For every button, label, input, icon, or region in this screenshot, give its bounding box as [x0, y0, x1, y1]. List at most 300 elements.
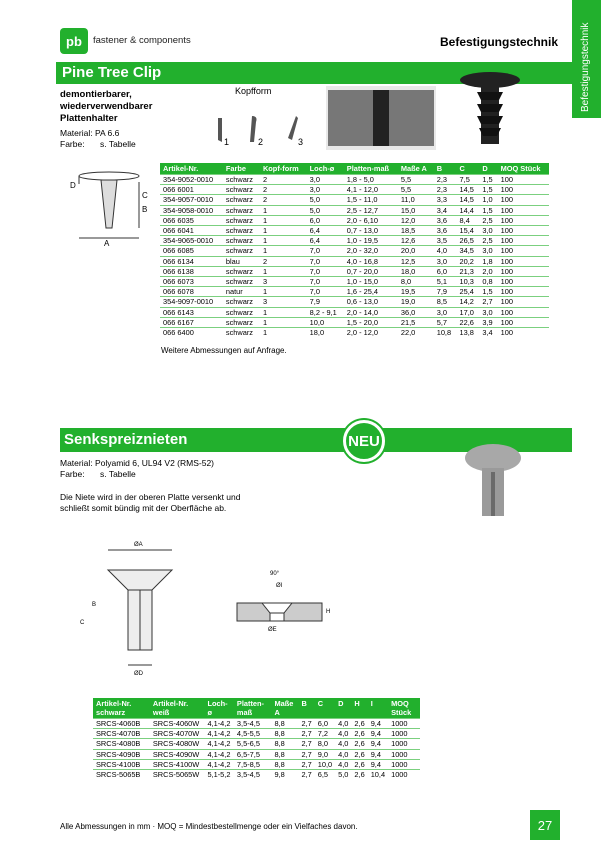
table-cell: 18,5: [398, 226, 434, 236]
table-cell: 8,0: [315, 739, 335, 749]
column-header: H: [351, 698, 367, 719]
column-header: Artikel-Nr. schwarz: [93, 698, 150, 719]
table-cell: 2,3: [434, 185, 457, 195]
color-value: s. Tabelle: [100, 139, 136, 149]
table-note: Weitere Abmessungen auf Anfrage.: [161, 346, 287, 355]
table-cell: 5,1-5,2: [204, 770, 233, 780]
table-row: [160, 317, 549, 327]
table-cell: 6,5-7,5: [234, 749, 272, 759]
table-cell: 1: [260, 328, 307, 338]
table-cell: 8,0: [398, 277, 434, 287]
table-cell: schwarz: [223, 215, 260, 225]
table-cell: 2,5: [479, 215, 497, 225]
table-cell: schwarz: [223, 297, 260, 307]
product-description: [60, 89, 152, 125]
table-cell: 100: [498, 277, 549, 287]
table-cell: SRCS-4100W: [150, 759, 205, 769]
table-cell: 1: [260, 266, 307, 276]
table-cell: 9,4: [368, 739, 388, 749]
table-cell: 2,6: [351, 729, 367, 739]
table-cell: 4,1-4,2: [204, 729, 233, 739]
column-header: MOQ Stück: [498, 163, 549, 175]
table-cell: schwarz: [223, 226, 260, 236]
table-cell: 066 6078: [160, 287, 223, 297]
table-cell: 8,5: [434, 297, 457, 307]
table-cell: 066 6073: [160, 277, 223, 287]
column-header: D: [479, 163, 497, 175]
table-cell: schwarz: [223, 266, 260, 276]
table-cell: 9,8: [271, 770, 298, 780]
table-cell: 7,5: [457, 175, 480, 185]
table-cell: schwarz: [223, 175, 260, 185]
column-header: Platten-maß: [344, 163, 398, 175]
table-row: [93, 729, 420, 739]
table-row: [160, 185, 549, 195]
table-cell: 3: [260, 297, 307, 307]
table-cell: 2,5: [479, 236, 497, 246]
table-cell: 1: [260, 307, 307, 317]
table-cell: 4,0: [434, 246, 457, 256]
table-cell: 1: [260, 236, 307, 246]
table-cell: 2,0 - 32,0: [344, 246, 398, 256]
table-cell: 354-9097-0010: [160, 297, 223, 307]
table-cell: 12,5: [398, 256, 434, 266]
table-cell: SRCS-4070B: [93, 729, 150, 739]
table-cell: blau: [223, 256, 260, 266]
table-cell: 21,5: [398, 317, 434, 327]
pine-tree-clip-drawing: [64, 168, 154, 248]
table-cell: 2,0: [479, 266, 497, 276]
dim-label: ØI: [276, 583, 283, 589]
table-cell: 3,0: [479, 307, 497, 317]
table-cell: 2,6: [351, 739, 367, 749]
table-cell: 100: [498, 297, 549, 307]
table-row: [160, 307, 549, 317]
table-cell: 3,9: [479, 317, 497, 327]
table-row: [93, 770, 420, 780]
table-cell: 1: [260, 226, 307, 236]
table-cell: SRCS-5065B: [93, 770, 150, 780]
table-cell: 066 6400: [160, 328, 223, 338]
table-cell: 1000: [388, 719, 420, 729]
table-cell: SRCS-4080W: [150, 739, 205, 749]
table-row: [160, 226, 549, 236]
table-cell: 2,0 - 12,0: [344, 328, 398, 338]
desc-line: demontierbarer,: [60, 89, 132, 100]
table-cell: 1,5 - 20,0: [344, 317, 398, 327]
table-cell: 19,5: [398, 287, 434, 297]
table-cell: 14,5: [457, 195, 480, 205]
page-number: 27: [530, 810, 560, 840]
table-cell: 2,7: [298, 739, 314, 749]
table-cell: 4,1-4,2: [204, 759, 233, 769]
table-cell: 1,6 - 25,4: [344, 287, 398, 297]
table-cell: 1,5: [479, 287, 497, 297]
table-cell: 0,7 - 13,0: [344, 226, 398, 236]
table-cell: 066 6085: [160, 246, 223, 256]
table-cell: 7,0: [307, 266, 344, 276]
logo: pb: [60, 28, 88, 54]
table-row: [160, 256, 549, 266]
table-cell: 3,6: [434, 226, 457, 236]
table-cell: 6,0: [315, 719, 335, 729]
table-cell: 066 6035: [160, 215, 223, 225]
dim-label: C: [80, 620, 85, 626]
table-cell: schwarz: [223, 185, 260, 195]
description-line: schließt somit bündig mit der Oberfläche ab.: [60, 503, 227, 513]
table-cell: 10,3: [457, 277, 480, 287]
table-cell: 1000: [388, 739, 420, 749]
dim-label: C: [142, 191, 148, 200]
color-label: Farbe:: [60, 139, 85, 149]
table-cell: 21,3: [457, 266, 480, 276]
table-cell: SRCS-4100B: [93, 759, 150, 769]
table-cell: 6,0: [307, 215, 344, 225]
table-cell: 6,0: [434, 266, 457, 276]
table-cell: 100: [498, 205, 549, 215]
table-cell: 10,0: [307, 317, 344, 327]
table-cell: 3,4: [479, 328, 497, 338]
table-cell: 22,6: [457, 317, 480, 327]
table-cell: SRCS-4070W: [150, 729, 205, 739]
table-cell: 4,0: [335, 759, 351, 769]
table-cell: 14,4: [457, 205, 480, 215]
table-cell: 100: [498, 236, 549, 246]
table-cell: 2,7: [479, 297, 497, 307]
table-cell: 066 6143: [160, 307, 223, 317]
table-cell: 0,8: [479, 277, 497, 287]
table-cell: 8,8: [271, 729, 298, 739]
table-cell: 20,0: [398, 246, 434, 256]
table-row: [160, 236, 549, 246]
dim-label: B: [92, 602, 97, 608]
column-header: Artikel-Nr. weiß: [150, 698, 205, 719]
rivet-table: [93, 698, 420, 779]
table-cell: 1,8 - 5,0: [344, 175, 398, 185]
table-cell: 1: [260, 287, 307, 297]
table-cell: 1: [260, 205, 307, 215]
table-cell: 3,0: [479, 226, 497, 236]
table-cell: 2,7: [298, 719, 314, 729]
table-cell: SRCS-4080B: [93, 739, 150, 749]
table-row: [160, 175, 549, 185]
table-cell: 3,5-4,5: [234, 770, 272, 780]
table-cell: 13,8: [457, 328, 480, 338]
brand-name: fastener & components: [93, 35, 191, 46]
category-title: Befestigungstechnik: [440, 35, 559, 49]
table-cell: 3,0: [307, 175, 344, 185]
dim-label: B: [142, 205, 148, 214]
table-cell: 1000: [388, 729, 420, 739]
table-cell: 9,4: [368, 749, 388, 759]
table-cell: 354-9065-0010: [160, 236, 223, 246]
table-cell: 19,0: [398, 297, 434, 307]
table-row: [160, 297, 549, 307]
table-cell: 3,4: [434, 205, 457, 215]
table-cell: 0,6 - 13,0: [344, 297, 398, 307]
table-cell: 2,6: [351, 770, 367, 780]
table-cell: 3,0: [479, 246, 497, 256]
table-row: [93, 739, 420, 749]
table-cell: 4,0: [335, 719, 351, 729]
table-cell: 066 6167: [160, 317, 223, 327]
column-header: MOQ Stück: [388, 698, 420, 719]
table-cell: 2,6: [351, 749, 367, 759]
rivet-photo: [458, 438, 528, 526]
table-cell: 4,0: [335, 749, 351, 759]
column-header: D: [335, 698, 351, 719]
table-cell: 100: [498, 215, 549, 225]
table-cell: 5,5: [398, 175, 434, 185]
table-cell: 5,0: [307, 195, 344, 205]
table-cell: 5,1: [434, 277, 457, 287]
column-header: C: [315, 698, 335, 719]
table-cell: 7,0: [307, 277, 344, 287]
table-cell: 066 6001: [160, 185, 223, 195]
table-row: [160, 246, 549, 256]
table-row: [93, 759, 420, 769]
table-cell: schwarz: [223, 195, 260, 205]
column-header: Kopf-form: [260, 163, 307, 175]
column-header: Platten-maß: [234, 698, 272, 719]
table-cell: 9,4: [368, 759, 388, 769]
column-header: Artikel-Nr.: [160, 163, 223, 175]
table-cell: 3: [260, 277, 307, 287]
table-cell: 6,4: [307, 226, 344, 236]
material-line: Material: PA 6.6: [60, 128, 120, 138]
table-cell: 9,4: [368, 729, 388, 739]
table-cell: 2: [260, 175, 307, 185]
table-row: [160, 277, 549, 287]
table-cell: 3,3: [434, 195, 457, 205]
table-cell: schwarz: [223, 246, 260, 256]
table-cell: 100: [498, 175, 549, 185]
table-cell: 22,0: [398, 328, 434, 338]
table-cell: 1,5: [479, 185, 497, 195]
table-cell: 1,5: [479, 205, 497, 215]
table-cell: 9,0: [315, 749, 335, 759]
table-cell: 100: [498, 226, 549, 236]
table-cell: 2,3: [434, 175, 457, 185]
material-line: Material: Polyamid 6, UL94 V2 (RMS-52): [60, 458, 215, 468]
column-header: B: [298, 698, 314, 719]
table-cell: 14,2: [457, 297, 480, 307]
table-cell: 7,0: [307, 287, 344, 297]
table-cell: 4,1 - 12,0: [344, 185, 398, 195]
table-cell: 15,4: [457, 226, 480, 236]
table-cell: 1: [260, 317, 307, 327]
table-cell: 5,5-6,5: [234, 739, 272, 749]
table-row: [160, 195, 549, 205]
table-cell: 4,0: [335, 739, 351, 749]
table-cell: 1: [260, 246, 307, 256]
table-row: [160, 215, 549, 225]
table-cell: 9,4: [368, 719, 388, 729]
table-cell: 14,5: [457, 185, 480, 195]
table-cell: schwarz: [223, 307, 260, 317]
new-badge: NEU: [343, 420, 385, 462]
column-header: Loch-ø: [204, 698, 233, 719]
table-cell: 1,8: [479, 256, 497, 266]
table-cell: 3,0: [307, 185, 344, 195]
table-cell: 2: [260, 256, 307, 266]
pine-tree-clip-photo: [455, 70, 525, 152]
table-cell: 1,5 - 11,0: [344, 195, 398, 205]
table-cell: 36,0: [398, 307, 434, 317]
table-cell: 066 6138: [160, 266, 223, 276]
table-cell: 7,9: [434, 287, 457, 297]
table-cell: 4,0: [335, 729, 351, 739]
table-cell: SRCS-4060W: [150, 719, 205, 729]
table-cell: 2,6: [351, 719, 367, 729]
table-cell: 2,5 - 12,7: [344, 205, 398, 215]
table-cell: 2,0 - 14,0: [344, 307, 398, 317]
table-cell: 3,0: [434, 307, 457, 317]
table-cell: 7,9: [307, 297, 344, 307]
table-cell: 1,5: [479, 175, 497, 185]
table-cell: 15,0: [398, 205, 434, 215]
table-cell: schwarz: [223, 205, 260, 215]
table-cell: 5,0: [335, 770, 351, 780]
table-cell: 8,8: [271, 739, 298, 749]
table-cell: 4,1-4,2: [204, 749, 233, 759]
table-cell: SRCS-4060B: [93, 719, 150, 729]
table-cell: 4,1-4,2: [204, 739, 233, 749]
table-cell: 5,5: [398, 185, 434, 195]
table-cell: 20,2: [457, 256, 480, 266]
table-row: [93, 749, 420, 759]
table-cell: 066 6134: [160, 256, 223, 266]
table-cell: 1,0 - 19,5: [344, 236, 398, 246]
table-cell: natur: [223, 287, 260, 297]
section-title-senkspreiznieten: Senkspreiznieten: [60, 428, 572, 452]
table-cell: 5,0: [307, 205, 344, 215]
table-cell: 12,6: [398, 236, 434, 246]
color-value: s. Tabelle: [100, 469, 136, 479]
table-cell: 18,0: [307, 328, 344, 338]
dim-label: D: [70, 181, 76, 190]
section-title-pine-tree-clip: Pine Tree Clip: [56, 62, 572, 84]
footer-note: Alle Abmessungen in mm · MOQ = Mindestbestellmenge oder ein Vielfaches davon.: [60, 822, 358, 831]
table-cell: schwarz: [223, 236, 260, 246]
table-cell: 10,4: [368, 770, 388, 780]
countersink-drawing: [232, 565, 342, 635]
table-cell: 1,0: [479, 195, 497, 205]
table-cell: 8,2 - 9,1: [307, 307, 344, 317]
color-label: Farbe:: [60, 469, 85, 479]
head-shape-icons: [212, 112, 312, 148]
table-cell: 100: [498, 195, 549, 205]
head-shape-number: 3: [298, 137, 304, 147]
installation-photo: [326, 86, 436, 150]
table-cell: 100: [498, 266, 549, 276]
table-cell: SRCS-5065W: [150, 770, 205, 780]
column-header: C: [457, 163, 480, 175]
rivet-drawing: [80, 530, 200, 680]
table-row: [160, 266, 549, 276]
table-cell: 3,6: [434, 215, 457, 225]
table-cell: 26,5: [457, 236, 480, 246]
table-cell: 354-9057-0010: [160, 195, 223, 205]
table-cell: schwarz: [223, 328, 260, 338]
table-row: [160, 287, 549, 297]
table-cell: 2,6: [351, 759, 367, 769]
table-cell: 100: [498, 287, 549, 297]
table-cell: 7,0: [307, 256, 344, 266]
side-tab: [572, 0, 601, 118]
dim-label: ØE: [268, 627, 277, 633]
table-cell: 1000: [388, 749, 420, 759]
table-cell: 6,4: [307, 236, 344, 246]
table-row: [160, 205, 549, 215]
table-cell: 354-9058-0010: [160, 205, 223, 215]
table-cell: 8,8: [271, 759, 298, 769]
head-shape-number: 2: [258, 137, 264, 147]
table-cell: 2,7: [298, 729, 314, 739]
table-cell: 2: [260, 185, 307, 195]
table-cell: 7,2: [315, 729, 335, 739]
table-cell: 10,8: [434, 328, 457, 338]
table-cell: 2,0 - 6,10: [344, 215, 398, 225]
table-cell: 2,7: [298, 749, 314, 759]
table-cell: 066 6041: [160, 226, 223, 236]
table-row: [160, 328, 549, 338]
table-cell: 7,0: [307, 246, 344, 256]
table-cell: 1000: [388, 759, 420, 769]
head-shape-number: 1: [224, 137, 230, 147]
dim-label: 90°: [270, 571, 280, 577]
table-cell: 5,7: [434, 317, 457, 327]
table-cell: 10,0: [315, 759, 335, 769]
column-header: Farbe: [223, 163, 260, 175]
table-cell: 2,7: [298, 759, 314, 769]
table-cell: schwarz: [223, 317, 260, 327]
table-cell: 8,8: [271, 749, 298, 759]
table-cell: 1: [260, 215, 307, 225]
description-line: Die Niete wird in der oberen Platte versenkt und: [60, 492, 241, 502]
table-cell: 1,0 - 15,0: [344, 277, 398, 287]
column-header: Maße A: [398, 163, 434, 175]
kopfform-label: Kopfform: [235, 86, 272, 96]
table-cell: 1000: [388, 770, 420, 780]
desc-line: Plattenhalter: [60, 113, 118, 124]
side-tab-label: Befestigungstechnik: [580, 22, 591, 112]
table-row: [93, 719, 420, 729]
table-cell: 3,5-4,5: [234, 719, 272, 729]
table-cell: 11,0: [398, 195, 434, 205]
table-cell: 17,0: [457, 307, 480, 317]
table-cell: 4,5-5,5: [234, 729, 272, 739]
table-cell: 100: [498, 246, 549, 256]
table-cell: 100: [498, 328, 549, 338]
table-cell: 354-9052-0010: [160, 175, 223, 185]
dim-label: ØD: [134, 671, 143, 677]
table-cell: 4,1-4,2: [204, 719, 233, 729]
column-header: B: [434, 163, 457, 175]
table-cell: 12,0: [398, 215, 434, 225]
table-cell: SRCS-4090B: [93, 749, 150, 759]
pine-tree-table: [160, 163, 549, 337]
head-shape-2-icon: [250, 116, 257, 142]
table-cell: 2,7: [298, 770, 314, 780]
dim-label: A: [104, 239, 110, 248]
table-cell: 3,5: [434, 236, 457, 246]
table-cell: 7,5-8,5: [234, 759, 272, 769]
table-cell: 18,0: [398, 266, 434, 276]
table-cell: 8,8: [271, 719, 298, 729]
table-cell: 25,4: [457, 287, 480, 297]
desc-line: wiederverwendbarer: [60, 101, 153, 112]
